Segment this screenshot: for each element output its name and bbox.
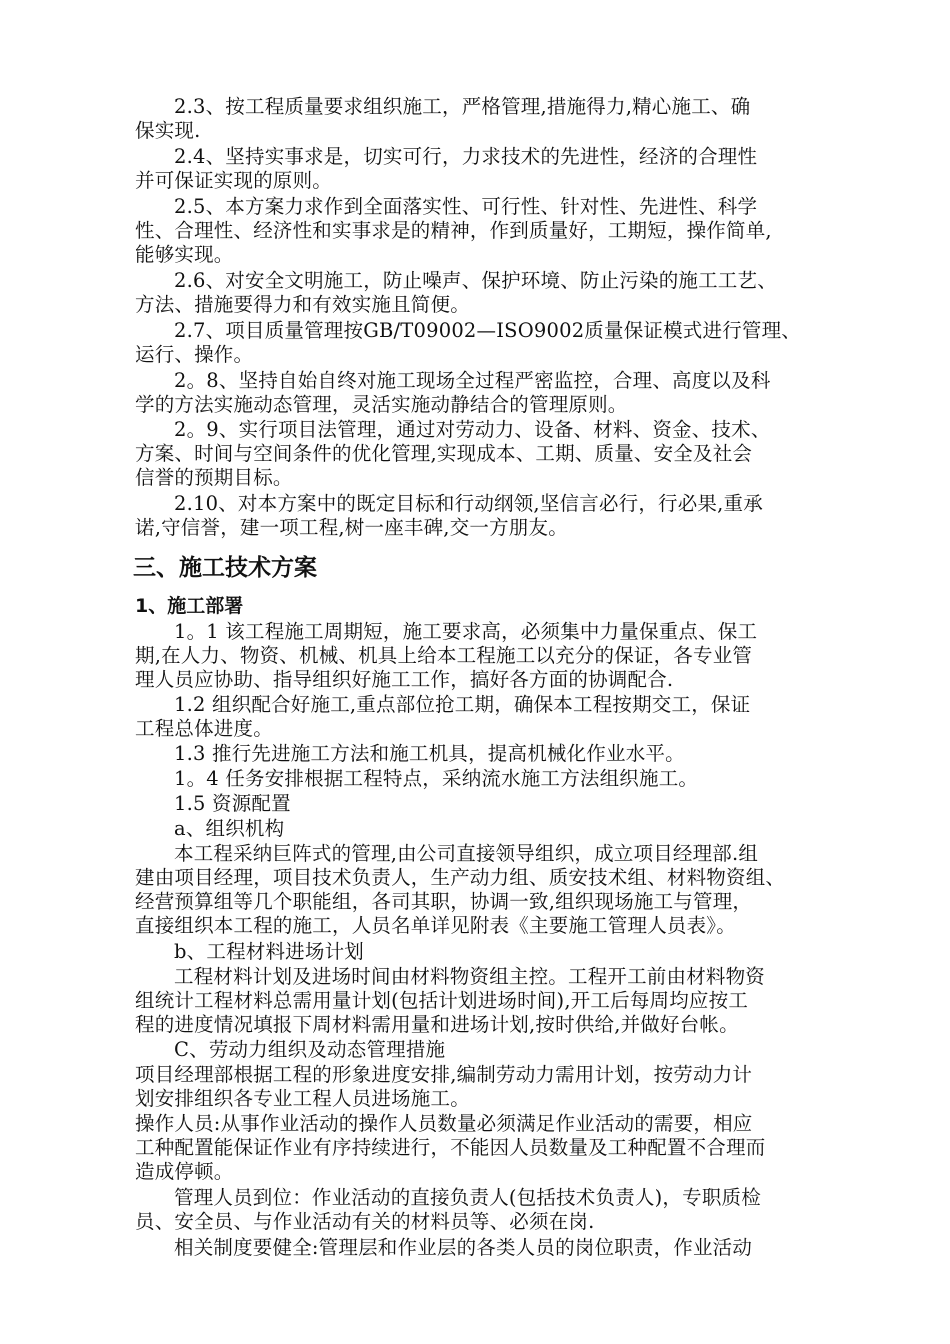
text-line: 工种配置能保证作业有序持续进行，不能因人员数量及工种配置不合理而 — [135, 1136, 766, 1159]
text-line: 诺,守信誉，建一项工程,树一座丰碑,交一方朋友。 — [135, 516, 568, 539]
text-line: 性、合理性、经济性和实事求是的精神，作到质量好，工期短，操作简单, — [135, 219, 772, 242]
text-line: 2.6、对安全文明施工，防止噪声、保护环境、防止污染的施工工艺、 — [174, 269, 777, 292]
subsection-heading: 1、施工部署 — [135, 595, 244, 617]
text-line: 方案、时间与空间条件的优化管理,实现成本、工期、质量、安全及社会 — [135, 442, 753, 465]
item-b-heading: b、工程材料进场计划 — [174, 940, 364, 963]
text-line: 保实现. — [135, 119, 201, 142]
text-line: 2.3、按工程质量要求组织施工，严格管理,措施得力,精心施工、确 — [174, 95, 751, 118]
text-line: 学的方法实施动态管理，灵活实施动静结合的管理原则。 — [135, 393, 628, 416]
text-line: 并可保证实现的原则。 — [135, 169, 333, 192]
section-heading: 三、施工技术方案 — [133, 555, 317, 581]
text-line: 操作人员:从事作业活动的操作人员数量必须满足作业活动的需要，相应 — [135, 1112, 753, 1135]
text-line: 2.5、本方案力求作到全面落实性、可行性、针对性、先进性、科学 — [174, 195, 758, 218]
text-line: 2.10、对本方案中的既定目标和行动纲领,坚信言必行，行必果,重承 — [174, 492, 763, 515]
text-line: 本工程采纳巨阵式的管理,由公司直接领导组织，成立项目经理部.组 — [174, 842, 759, 865]
text-line: 程的进度情况填报下周材料需用量和进场计划,按时供给,并做好台帐。 — [135, 1013, 739, 1036]
text-line: 建由项目经理，项目技术负责人，生产动力组、质安技术组、材料物资组、 — [135, 866, 786, 889]
text-line: 2。8、坚持自始自终对施工现场全过程严密监控，合理、高度以及科 — [174, 369, 771, 392]
text-line: 理人员应协助、指导组织好施工工作，搞好各方面的协调配合. — [135, 668, 674, 691]
paragraph-systems: 相关制度要健全:管理层和作业层的各类人员的岗位职责，作业活动 — [174, 1236, 753, 1259]
text-line: 2.7、项目质量管理按GB/T09002—ISO9002质量保证模式进行管理、 — [174, 319, 802, 342]
text-line: 直接组织本工程的施工，人员名单详见附表《主要施工管理人员表》。 — [135, 914, 736, 937]
item-c-heading: C、劳动力组织及动态管理措施 — [174, 1038, 446, 1061]
paragraph-1-3: 1.3 推行先进施工方法和施工机具，提高机械化作业水平。 — [174, 742, 685, 765]
text-line: 工程总体进度。 — [135, 717, 273, 740]
text-line: 项目经理部根据工程的形象进度安排,编制劳动力需用计划，按劳动力计 — [135, 1063, 753, 1086]
text-line: 期,在人力、物资、机械、机具上给本工程施工以充分的保证，各专业管 — [135, 644, 753, 667]
text-line: 方法、措施要得力和有效实施且简便。 — [135, 293, 470, 316]
text-line: 信誉的预期目标。 — [135, 466, 293, 489]
text-line: 1。1 该工程施工周期短，施工要求高，必须集中力量保重点、保工 — [174, 620, 758, 643]
text-line: 管理人员到位：作业活动的直接负责人(包括技术负责人)，专职质检 — [174, 1186, 761, 1209]
paragraph-1-4: 1。4 任务安排根据工程特点，采纳流水施工方法组织施工。 — [174, 767, 699, 790]
text-line: 组统计工程材料总需用量计划(包括计划进场时间),开工后每周均应按工 — [135, 989, 749, 1012]
text-line: 能够实现。 — [135, 243, 234, 266]
paragraph-1-5: 1.5 资源配置 — [174, 792, 291, 815]
text-line: 2。9、实行项目法管理，通过对劳动力、设备、材料、资金、技术、 — [174, 418, 771, 441]
text-line: 员、安全员、与作业活动有关的材料员等、必须在岗. — [135, 1210, 595, 1233]
text-line: 2.4、坚持实事求是，切实可行，力求技术的先进性，经济的合理性 — [174, 145, 758, 168]
text-line: 造成停顿。 — [135, 1160, 234, 1183]
text-line: 划安排组织各专业工程人员进场施工。 — [135, 1087, 470, 1110]
text-line: 经营预算组等几个职能组，各司其职，协调一致,组织现场施工与管理， — [135, 890, 753, 913]
text-line: 工程材料计划及进场时间由材料物资组主控。工程开工前由材料物资 — [174, 965, 766, 988]
item-a-heading: a、组织机构 — [174, 817, 285, 840]
text-line: 运行、操作。 — [135, 343, 254, 366]
text-line: 1.2 组织配合好施工,重点部位抢工期，确保本工程按期交工，保证 — [174, 693, 751, 716]
